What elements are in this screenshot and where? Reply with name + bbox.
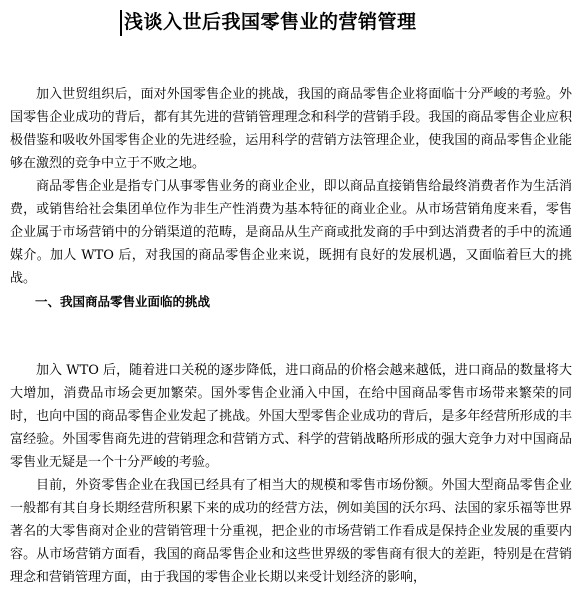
intro-paragraph-1: 加入世贸组织后，面对外国零售企业的挑战，我国的商品零售企业将面临十分严峻的考验。外国零售企业成功的背后，都有其先进的营销管理理念和科学的营销手段。我国的商品零售企业应积极借鉴和吸收外国零售企业的先进经验，运用科学的营销方法管理企业，使我国的商品零售企业能够在激烈的竞争中立于不败之地。 [10,87,572,171]
document-body [10,83,572,589]
intro-paragraph-2: 商品零售企业是指专门从事零售业务的商业企业，即以商品直接销售给最终消费者作为生活消费，或销售给社会集团单位作为非生产性消费为基本特征的商业企业。从市场营销角度来看，零售企业属于市场营销中的分销渠道的范畴，是商品从生产商或批发商的手中到达消费者的手中的流通媒介。加人 WTO 后，对我国的商品零售企业来说，既拥有良好的发展机遇，又面临着巨大的挑战。 [10,179,572,286]
section-heading: 一、我国商品零售业面临的挑战 [35,294,211,309]
document-title: 浅谈入世后我国零售业的营销管理 [124,11,417,33]
text-cursor [120,10,122,36]
section-paragraph-2: 目前，外资零售企业在我国已经具有了相当大的规模和零售市场份额。外国大型商品零售企业一般都有其自身长期经营所积累下来的成功的经营方法，例如美国的沃尔玛、法国的家乐福等世界著名的大零售商对企业的营销管理十分重视，把企业的市场营销工作看成是保持企业发展的重要内容。从市场营销方面看，我国的商品零售企业和这些世界级的零售商有很大的差距，特别是在营销理念和营销管理方面，由于我国的零售企业长期以来受计划经济的影响， [10,478,572,585]
section-paragraph-1: 加入 WTO 后，随着进口关税的逐步降低，进口商品的价格会越来越低，进口商品的数量将大大增加，消费品市场会更加繁荣。国外零售企业涌入中国，在给中国商品零售市场带来繁荣的同时，也向中国的商品零售企业发起了挑战。外国大型零售企业成功的背后，是多年经营所形成的丰富经验。外国零售商先进的营销理念和营销方式、科学的营销战略所形成的强大竞争力对中国商品零售业无疑是一个十分严峻的考验。 [10,363,572,470]
